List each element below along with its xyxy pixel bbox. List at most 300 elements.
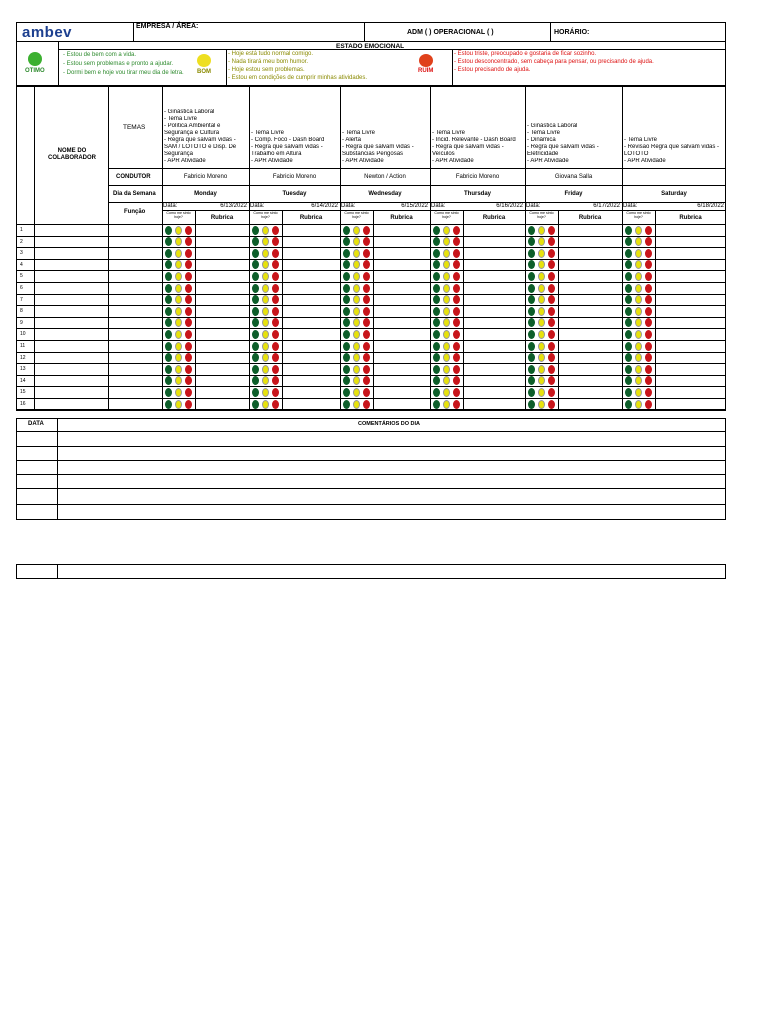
rubrica-cell[interactable]: [464, 340, 524, 352]
rubrica-cell[interactable]: [464, 328, 524, 340]
collaborator-name-cell[interactable]: [35, 247, 107, 259]
mood-otimo-icon[interactable]: [528, 342, 535, 351]
mood-otimo-icon[interactable]: [343, 307, 350, 316]
mood-ruim-icon[interactable]: [185, 226, 192, 235]
mood-ruim-icon[interactable]: [645, 307, 652, 316]
mood-otimo-icon[interactable]: [165, 295, 172, 304]
rubrica-cell[interactable]: [656, 340, 725, 352]
mood-ruim-icon[interactable]: [645, 249, 652, 258]
mood-otimo-icon[interactable]: [343, 237, 350, 246]
mood-otimo-icon[interactable]: [625, 353, 632, 362]
mood-otimo-icon[interactable]: [625, 260, 632, 269]
mood-bom-icon[interactable]: [538, 272, 545, 281]
mood-otimo-icon[interactable]: [528, 295, 535, 304]
mood-otimo-icon[interactable]: [343, 388, 350, 397]
mood-ruim-icon[interactable]: [548, 353, 555, 362]
rubrica-cell[interactable]: [559, 247, 621, 259]
mood-ruim-icon[interactable]: [645, 342, 652, 351]
mood-ruim-icon[interactable]: [272, 342, 279, 351]
rubrica-cell[interactable]: [464, 363, 524, 375]
mood-otimo-icon[interactable]: [165, 342, 172, 351]
mood-ruim-icon[interactable]: [645, 330, 652, 339]
rubrica-cell[interactable]: [374, 328, 429, 340]
mood-bom-icon[interactable]: [262, 318, 269, 327]
mood-bom-icon[interactable]: [262, 365, 269, 374]
mood-ruim-icon[interactable]: [548, 376, 555, 385]
mood-otimo-icon[interactable]: [252, 330, 259, 339]
mood-bom-icon[interactable]: [262, 272, 269, 281]
mood-otimo-icon[interactable]: [165, 226, 172, 235]
funcao-cell[interactable]: [109, 224, 161, 236]
mood-ruim-icon[interactable]: [453, 330, 460, 339]
rubrica-cell[interactable]: [374, 363, 429, 375]
mood-ruim-icon[interactable]: [363, 365, 370, 374]
mood-ruim-icon[interactable]: [363, 226, 370, 235]
mood-otimo-icon[interactable]: [165, 353, 172, 362]
mood-ruim-icon[interactable]: [185, 260, 192, 269]
mood-bom-icon[interactable]: [443, 330, 450, 339]
mood-otimo-icon[interactable]: [252, 400, 259, 409]
mood-ruim-icon[interactable]: [185, 330, 192, 339]
mood-otimo-icon[interactable]: [528, 284, 535, 293]
mood-ruim-icon[interactable]: [453, 365, 460, 374]
mood-ruim-icon[interactable]: [453, 260, 460, 269]
mood-ruim-icon[interactable]: [645, 400, 652, 409]
mood-ruim-icon[interactable]: [272, 318, 279, 327]
collaborator-name-cell[interactable]: [35, 224, 107, 236]
mood-bom-icon[interactable]: [353, 295, 360, 304]
funcao-cell[interactable]: [109, 247, 161, 259]
rubrica-cell[interactable]: [559, 386, 621, 398]
mood-bom-icon[interactable]: [175, 400, 182, 409]
mood-otimo-icon[interactable]: [252, 342, 259, 351]
mood-bom-icon[interactable]: [635, 249, 642, 258]
mood-bom-icon[interactable]: [175, 307, 182, 316]
mood-otimo-icon[interactable]: [252, 318, 259, 327]
mood-bom-icon[interactable]: [538, 284, 545, 293]
mood-ruim-icon[interactable]: [548, 388, 555, 397]
mood-otimo-icon[interactable]: [165, 400, 172, 409]
funcao-cell[interactable]: [109, 270, 161, 282]
mood-bom-icon[interactable]: [353, 330, 360, 339]
mood-bom-icon[interactable]: [538, 249, 545, 258]
mood-bom-icon[interactable]: [175, 284, 182, 293]
mood-otimo-icon[interactable]: [625, 376, 632, 385]
mood-otimo-icon[interactable]: [433, 318, 440, 327]
mood-bom-icon[interactable]: [635, 400, 642, 409]
mood-otimo-icon[interactable]: [528, 260, 535, 269]
mood-bom-icon[interactable]: [443, 249, 450, 258]
funcao-cell[interactable]: [109, 328, 161, 340]
rubrica-cell[interactable]: [283, 363, 339, 375]
mood-bom-icon[interactable]: [262, 342, 269, 351]
mood-otimo-icon[interactable]: [433, 272, 440, 281]
mood-ruim-icon[interactable]: [548, 400, 555, 409]
rubrica-cell[interactable]: [374, 340, 429, 352]
mood-bom-icon[interactable]: [353, 365, 360, 374]
mood-otimo-icon[interactable]: [433, 249, 440, 258]
rubrica-cell[interactable]: [374, 305, 429, 317]
mood-ruim-icon[interactable]: [645, 318, 652, 327]
rubrica-cell[interactable]: [464, 386, 524, 398]
mood-bom-icon[interactable]: [538, 295, 545, 304]
mood-ruim-icon[interactable]: [548, 342, 555, 351]
rubrica-cell[interactable]: [374, 282, 429, 294]
rubrica-cell[interactable]: [283, 340, 339, 352]
mood-bom-icon[interactable]: [538, 342, 545, 351]
mood-ruim-icon[interactable]: [645, 353, 652, 362]
rubrica-cell[interactable]: [283, 270, 339, 282]
mood-otimo-icon[interactable]: [625, 365, 632, 374]
mood-bom-icon[interactable]: [353, 353, 360, 362]
rubrica-cell[interactable]: [196, 270, 248, 282]
mood-otimo-icon[interactable]: [343, 226, 350, 235]
mood-otimo-icon[interactable]: [433, 284, 440, 293]
mood-otimo-icon[interactable]: [343, 330, 350, 339]
mood-ruim-icon[interactable]: [453, 226, 460, 235]
mood-otimo-icon[interactable]: [165, 249, 172, 258]
rubrica-cell[interactable]: [656, 363, 725, 375]
mood-ruim-icon[interactable]: [645, 295, 652, 304]
mood-otimo-icon[interactable]: [433, 388, 440, 397]
mood-ruim-icon[interactable]: [272, 249, 279, 258]
rubrica-cell[interactable]: [656, 282, 725, 294]
mood-otimo-icon[interactable]: [625, 342, 632, 351]
mood-otimo-icon[interactable]: [252, 353, 259, 362]
mood-bom-icon[interactable]: [262, 226, 269, 235]
mood-otimo-icon[interactable]: [343, 318, 350, 327]
mood-otimo-icon[interactable]: [528, 365, 535, 374]
mood-ruim-icon[interactable]: [645, 284, 652, 293]
mood-ruim-icon[interactable]: [185, 307, 192, 316]
mood-otimo-icon[interactable]: [625, 330, 632, 339]
mood-ruim-icon[interactable]: [453, 272, 460, 281]
mood-ruim-icon[interactable]: [645, 388, 652, 397]
mood-bom-icon[interactable]: [443, 260, 450, 269]
mood-ruim-icon[interactable]: [548, 260, 555, 269]
mood-otimo-icon[interactable]: [165, 307, 172, 316]
mood-otimo-icon[interactable]: [625, 307, 632, 316]
mood-ruim-icon[interactable]: [453, 376, 460, 385]
mood-ruim-icon[interactable]: [645, 272, 652, 281]
funcao-cell[interactable]: [109, 282, 161, 294]
rubrica-cell[interactable]: [196, 305, 248, 317]
mood-ruim-icon[interactable]: [185, 388, 192, 397]
mood-ruim-icon[interactable]: [185, 318, 192, 327]
mood-otimo-icon[interactable]: [343, 260, 350, 269]
mood-ruim-icon[interactable]: [185, 284, 192, 293]
rubrica-cell[interactable]: [656, 305, 725, 317]
mood-otimo-icon[interactable]: [625, 237, 632, 246]
mood-ruim-icon[interactable]: [548, 318, 555, 327]
mood-ruim-icon[interactable]: [548, 295, 555, 304]
mood-ruim-icon[interactable]: [453, 400, 460, 409]
mood-ruim-icon[interactable]: [185, 376, 192, 385]
mood-otimo-icon[interactable]: [343, 295, 350, 304]
mood-ruim-icon[interactable]: [185, 295, 192, 304]
mood-bom-icon[interactable]: [175, 342, 182, 351]
rubrica-cell[interactable]: [656, 224, 725, 236]
mood-bom-icon[interactable]: [353, 318, 360, 327]
mood-bom-icon[interactable]: [635, 260, 642, 269]
mood-otimo-icon[interactable]: [433, 330, 440, 339]
mood-ruim-icon[interactable]: [363, 330, 370, 339]
mood-ruim-icon[interactable]: [363, 295, 370, 304]
mood-otimo-icon[interactable]: [625, 226, 632, 235]
mood-bom-icon[interactable]: [538, 226, 545, 235]
mood-bom-icon[interactable]: [538, 307, 545, 316]
mood-bom-icon[interactable]: [175, 226, 182, 235]
rubrica-cell[interactable]: [374, 247, 429, 259]
mood-otimo-icon[interactable]: [528, 237, 535, 246]
mood-otimo-icon[interactable]: [433, 376, 440, 385]
mood-otimo-icon[interactable]: [433, 353, 440, 362]
mood-otimo-icon[interactable]: [433, 342, 440, 351]
mood-bom-icon[interactable]: [443, 365, 450, 374]
rubrica-cell[interactable]: [464, 224, 524, 236]
mood-bom-icon[interactable]: [443, 295, 450, 304]
rubrica-cell[interactable]: [559, 328, 621, 340]
mood-bom-icon[interactable]: [635, 365, 642, 374]
rubrica-cell[interactable]: [283, 224, 339, 236]
mood-bom-icon[interactable]: [538, 400, 545, 409]
mood-otimo-icon[interactable]: [433, 237, 440, 246]
mood-otimo-icon[interactable]: [528, 272, 535, 281]
mood-ruim-icon[interactable]: [185, 353, 192, 362]
mood-bom-icon[interactable]: [443, 284, 450, 293]
collaborator-name-cell[interactable]: [35, 282, 107, 294]
mood-ruim-icon[interactable]: [272, 226, 279, 235]
mood-ruim-icon[interactable]: [185, 342, 192, 351]
mood-otimo-icon[interactable]: [252, 226, 259, 235]
mood-bom-icon[interactable]: [175, 237, 182, 246]
rubrica-cell[interactable]: [656, 398, 725, 410]
mood-ruim-icon[interactable]: [363, 237, 370, 246]
rubrica-cell[interactable]: [196, 363, 248, 375]
mood-ruim-icon[interactable]: [272, 237, 279, 246]
mood-bom-icon[interactable]: [443, 376, 450, 385]
mood-bom-icon[interactable]: [353, 272, 360, 281]
funcao-cell[interactable]: [109, 386, 161, 398]
mood-bom-icon[interactable]: [175, 365, 182, 374]
mood-otimo-icon[interactable]: [433, 400, 440, 409]
rubrica-cell[interactable]: [283, 328, 339, 340]
mood-otimo-icon[interactable]: [252, 295, 259, 304]
mood-otimo-icon[interactable]: [252, 376, 259, 385]
mood-otimo-icon[interactable]: [528, 353, 535, 362]
mood-otimo-icon[interactable]: [252, 307, 259, 316]
rubrica-cell[interactable]: [196, 328, 248, 340]
mood-bom-icon[interactable]: [443, 272, 450, 281]
mood-bom-icon[interactable]: [538, 388, 545, 397]
mood-ruim-icon[interactable]: [548, 284, 555, 293]
mood-ruim-icon[interactable]: [548, 365, 555, 374]
rubrica-cell[interactable]: [464, 270, 524, 282]
rubrica-cell[interactable]: [283, 282, 339, 294]
mood-ruim-icon[interactable]: [548, 330, 555, 339]
mood-bom-icon[interactable]: [175, 260, 182, 269]
mood-ruim-icon[interactable]: [645, 365, 652, 374]
rubrica-cell[interactable]: [374, 398, 429, 410]
mood-ruim-icon[interactable]: [453, 307, 460, 316]
mood-otimo-icon[interactable]: [433, 260, 440, 269]
mood-bom-icon[interactable]: [538, 260, 545, 269]
mood-bom-icon[interactable]: [175, 295, 182, 304]
mood-bom-icon[interactable]: [443, 342, 450, 351]
mood-ruim-icon[interactable]: [645, 376, 652, 385]
mood-otimo-icon[interactable]: [625, 284, 632, 293]
mood-ruim-icon[interactable]: [272, 376, 279, 385]
mood-bom-icon[interactable]: [175, 318, 182, 327]
mood-bom-icon[interactable]: [635, 353, 642, 362]
mood-otimo-icon[interactable]: [252, 284, 259, 293]
mood-bom-icon[interactable]: [353, 284, 360, 293]
mood-bom-icon[interactable]: [353, 342, 360, 351]
mood-ruim-icon[interactable]: [185, 400, 192, 409]
mood-ruim-icon[interactable]: [645, 237, 652, 246]
rubrica-cell[interactable]: [559, 363, 621, 375]
funcao-cell[interactable]: [109, 340, 161, 352]
mood-bom-icon[interactable]: [262, 376, 269, 385]
mood-ruim-icon[interactable]: [272, 284, 279, 293]
mood-otimo-icon[interactable]: [528, 330, 535, 339]
funcao-cell[interactable]: [109, 398, 161, 410]
mood-otimo-icon[interactable]: [165, 318, 172, 327]
mood-ruim-icon[interactable]: [453, 295, 460, 304]
rubrica-cell[interactable]: [559, 340, 621, 352]
mood-bom-icon[interactable]: [443, 388, 450, 397]
mood-bom-icon[interactable]: [538, 318, 545, 327]
mood-ruim-icon[interactable]: [645, 260, 652, 269]
mood-otimo-icon[interactable]: [528, 400, 535, 409]
mood-otimo-icon[interactable]: [252, 237, 259, 246]
mood-otimo-icon[interactable]: [625, 400, 632, 409]
mood-bom-icon[interactable]: [635, 237, 642, 246]
mood-ruim-icon[interactable]: [363, 272, 370, 281]
mood-otimo-icon[interactable]: [343, 284, 350, 293]
mood-otimo-icon[interactable]: [528, 226, 535, 235]
mood-otimo-icon[interactable]: [433, 365, 440, 374]
mood-bom-icon[interactable]: [353, 226, 360, 235]
rubrica-cell[interactable]: [464, 305, 524, 317]
mood-ruim-icon[interactable]: [272, 295, 279, 304]
mood-bom-icon[interactable]: [635, 284, 642, 293]
rubrica-cell[interactable]: [283, 398, 339, 410]
mood-bom-icon[interactable]: [538, 365, 545, 374]
mood-ruim-icon[interactable]: [453, 318, 460, 327]
mood-otimo-icon[interactable]: [343, 342, 350, 351]
mood-bom-icon[interactable]: [635, 272, 642, 281]
mood-otimo-icon[interactable]: [528, 307, 535, 316]
rubrica-cell[interactable]: [283, 305, 339, 317]
mood-bom-icon[interactable]: [635, 388, 642, 397]
mood-bom-icon[interactable]: [353, 388, 360, 397]
rubrica-cell[interactable]: [559, 282, 621, 294]
mood-ruim-icon[interactable]: [453, 237, 460, 246]
collaborator-name-cell[interactable]: [35, 340, 107, 352]
mood-bom-icon[interactable]: [262, 237, 269, 246]
mood-bom-icon[interactable]: [353, 307, 360, 316]
rubrica-cell[interactable]: [374, 224, 429, 236]
mood-bom-icon[interactable]: [175, 376, 182, 385]
mood-ruim-icon[interactable]: [185, 249, 192, 258]
mood-bom-icon[interactable]: [635, 318, 642, 327]
mood-bom-icon[interactable]: [443, 318, 450, 327]
mood-ruim-icon[interactable]: [185, 365, 192, 374]
mood-otimo-icon[interactable]: [165, 330, 172, 339]
mood-ruim-icon[interactable]: [548, 249, 555, 258]
rubrica-cell[interactable]: [464, 282, 524, 294]
rubrica-cell[interactable]: [196, 282, 248, 294]
mood-otimo-icon[interactable]: [252, 388, 259, 397]
mood-otimo-icon[interactable]: [252, 272, 259, 281]
mood-otimo-icon[interactable]: [343, 376, 350, 385]
mood-ruim-icon[interactable]: [363, 342, 370, 351]
mood-bom-icon[interactable]: [262, 295, 269, 304]
mood-otimo-icon[interactable]: [625, 249, 632, 258]
mood-ruim-icon[interactable]: [185, 237, 192, 246]
mood-bom-icon[interactable]: [353, 237, 360, 246]
mood-bom-icon[interactable]: [635, 307, 642, 316]
mood-bom-icon[interactable]: [635, 226, 642, 235]
mood-otimo-icon[interactable]: [165, 284, 172, 293]
mood-otimo-icon[interactable]: [528, 376, 535, 385]
mood-ruim-icon[interactable]: [272, 353, 279, 362]
rubrica-cell[interactable]: [464, 247, 524, 259]
collaborator-name-cell[interactable]: [35, 328, 107, 340]
mood-bom-icon[interactable]: [443, 307, 450, 316]
mood-bom-icon[interactable]: [262, 260, 269, 269]
mood-bom-icon[interactable]: [443, 237, 450, 246]
mood-ruim-icon[interactable]: [363, 353, 370, 362]
mood-bom-icon[interactable]: [353, 249, 360, 258]
mood-bom-icon[interactable]: [538, 237, 545, 246]
mood-otimo-icon[interactable]: [528, 388, 535, 397]
rubrica-cell[interactable]: [196, 340, 248, 352]
mood-bom-icon[interactable]: [635, 330, 642, 339]
mood-ruim-icon[interactable]: [272, 307, 279, 316]
mood-ruim-icon[interactable]: [645, 226, 652, 235]
mood-bom-icon[interactable]: [538, 376, 545, 385]
mood-otimo-icon[interactable]: [625, 295, 632, 304]
mood-bom-icon[interactable]: [175, 249, 182, 258]
mood-otimo-icon[interactable]: [343, 353, 350, 362]
mood-bom-icon[interactable]: [262, 353, 269, 362]
rubrica-cell[interactable]: [374, 270, 429, 282]
mood-bom-icon[interactable]: [353, 260, 360, 269]
mood-ruim-icon[interactable]: [453, 342, 460, 351]
mood-bom-icon[interactable]: [262, 249, 269, 258]
mood-ruim-icon[interactable]: [363, 376, 370, 385]
mood-bom-icon[interactable]: [175, 272, 182, 281]
mood-otimo-icon[interactable]: [165, 260, 172, 269]
mood-otimo-icon[interactable]: [433, 226, 440, 235]
mood-bom-icon[interactable]: [262, 307, 269, 316]
rubrica-cell[interactable]: [196, 386, 248, 398]
mood-otimo-icon[interactable]: [433, 295, 440, 304]
mood-ruim-icon[interactable]: [453, 353, 460, 362]
mood-bom-icon[interactable]: [175, 353, 182, 362]
mood-otimo-icon[interactable]: [343, 400, 350, 409]
rubrica-cell[interactable]: [283, 247, 339, 259]
mood-ruim-icon[interactable]: [548, 272, 555, 281]
rubrica-cell[interactable]: [656, 247, 725, 259]
funcao-cell[interactable]: [109, 363, 161, 375]
mood-ruim-icon[interactable]: [272, 272, 279, 281]
mood-otimo-icon[interactable]: [252, 365, 259, 374]
mood-bom-icon[interactable]: [635, 342, 642, 351]
mood-bom-icon[interactable]: [635, 376, 642, 385]
